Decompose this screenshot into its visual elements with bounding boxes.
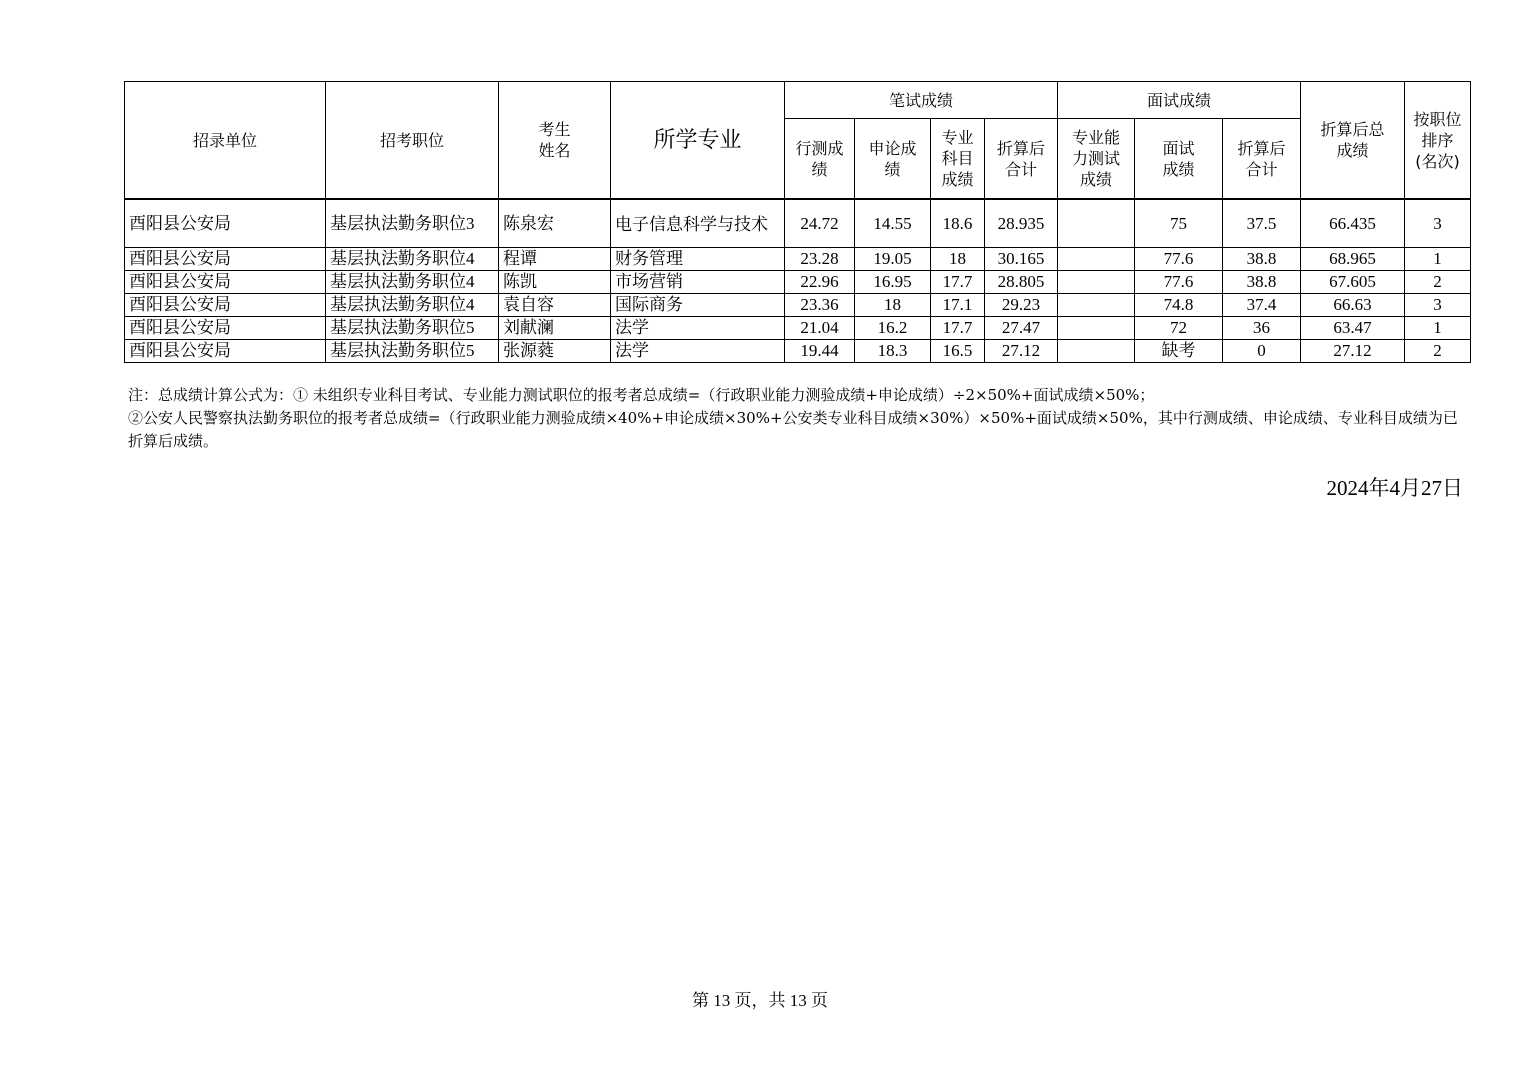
cell-written-total: 28.935 (985, 199, 1058, 248)
header-major: 所学专业 (611, 82, 785, 200)
cell-name: 刘献澜 (499, 317, 611, 340)
cell-interview-total: 37.4 (1223, 294, 1301, 317)
cell-subject: 16.5 (931, 340, 985, 363)
cell-subject: 17.1 (931, 294, 985, 317)
cell-final-total: 63.47 (1301, 317, 1405, 340)
cell-unit: 酉阳县公安局 (125, 199, 326, 248)
cell-position: 基层执法勤务职位5 (326, 317, 499, 340)
header-interview-group: 面试成绩 (1058, 82, 1301, 119)
cell-unit: 酉阳县公安局 (125, 340, 326, 363)
header-written-total: 折算后 合计 (985, 119, 1058, 200)
cell-rank: 2 (1405, 271, 1471, 294)
cell-major: 电子信息科学与技术 (611, 199, 785, 248)
cell-ability (1058, 271, 1135, 294)
cell-interview-total: 37.5 (1223, 199, 1301, 248)
cell-final-total: 66.435 (1301, 199, 1405, 248)
cell-shenlun: 14.55 (855, 199, 931, 248)
cell-shenlun: 18 (855, 294, 931, 317)
header-ability: 专业能 力测试 成绩 (1058, 119, 1135, 200)
header-name: 考生 姓名 (499, 82, 611, 200)
cell-written-total: 29.23 (985, 294, 1058, 317)
cell-subject: 17.7 (931, 271, 985, 294)
page-footer: 第 13 页，共 13 页 (692, 991, 828, 1010)
cell-rank: 1 (1405, 317, 1471, 340)
cell-written-total: 28.805 (985, 271, 1058, 294)
cell-interview: 75 (1135, 199, 1223, 248)
cell-ability (1058, 294, 1135, 317)
cell-written-total: 27.12 (985, 340, 1058, 363)
cell-unit: 酉阳县公安局 (125, 271, 326, 294)
cell-position: 基层执法勤务职位3 (326, 199, 499, 248)
cell-name: 程谭 (499, 248, 611, 271)
cell-interview-total: 0 (1223, 340, 1301, 363)
cell-ability (1058, 248, 1135, 271)
header-interview-score: 面试 成绩 (1135, 119, 1223, 200)
cell-interview-total: 38.8 (1223, 271, 1301, 294)
cell-position: 基层执法勤务职位5 (326, 340, 499, 363)
cell-final-total: 68.965 (1301, 248, 1405, 271)
cell-major: 法学 (611, 317, 785, 340)
note-line-2: ②公安人民警察执法勤务职位的报考者总成绩=（行政职业能力测验成绩×40%+申论成绩×30%+公安类专业科目成绩×30%）×50%+面试成绩×50%，其中行测成绩、申论成绩、专业科目成绩为已折算后成绩。 (128, 409, 1458, 450)
cell-subject: 18 (931, 248, 985, 271)
cell-name: 张源蕤 (499, 340, 611, 363)
cell-ability (1058, 199, 1135, 248)
table-row (125, 340, 1471, 363)
header-interview-total: 折算后 合计 (1223, 119, 1301, 200)
cell-interview: 77.6 (1135, 248, 1223, 271)
cell-shenlun: 16.2 (855, 317, 931, 340)
cell-shenlun: 18.3 (855, 340, 931, 363)
cell-interview: 77.6 (1135, 271, 1223, 294)
cell-subject: 17.7 (931, 317, 985, 340)
header-row-1 (125, 82, 1471, 119)
header-rank: 按职位 排序 (名次) (1405, 82, 1471, 200)
header-subject: 专业 科目 成绩 (931, 119, 985, 200)
note-line-1: 注：总成绩计算公式为：① 未组织专业科目考试、专业能力测试职位的报考者总成绩=（行政职业能力测验成绩+申论成绩）÷2×50%+面试成绩×50%； (128, 386, 1155, 404)
table-row (125, 248, 1471, 271)
cell-interview-total: 36 (1223, 317, 1301, 340)
table-row (125, 317, 1471, 340)
cell-interview-total: 38.8 (1223, 248, 1301, 271)
cell-unit: 酉阳县公安局 (125, 294, 326, 317)
cell-unit: 酉阳县公安局 (125, 248, 326, 271)
cell-xingce: 22.96 (785, 271, 855, 294)
header-xingce: 行测成 绩 (785, 119, 855, 200)
cell-final-total: 66.63 (1301, 294, 1405, 317)
cell-shenlun: 16.95 (855, 271, 931, 294)
cell-position: 基层执法勤务职位4 (326, 294, 499, 317)
cell-xingce: 23.36 (785, 294, 855, 317)
cell-ability (1058, 317, 1135, 340)
cell-interview: 74.8 (1135, 294, 1223, 317)
cell-xingce: 19.44 (785, 340, 855, 363)
cell-ability (1058, 340, 1135, 363)
header-shenlun: 申论成 绩 (855, 119, 931, 200)
cell-name: 袁自容 (499, 294, 611, 317)
cell-position: 基层执法勤务职位4 (326, 248, 499, 271)
cell-written-total: 30.165 (985, 248, 1058, 271)
cell-major: 市场营销 (611, 271, 785, 294)
cell-final-total: 67.605 (1301, 271, 1405, 294)
header-unit: 招录单位 (125, 82, 326, 200)
score-table (124, 81, 1471, 363)
cell-rank: 3 (1405, 199, 1471, 248)
header-written-group: 笔试成绩 (785, 82, 1058, 119)
formula-note (128, 384, 1463, 453)
cell-rank: 1 (1405, 248, 1471, 271)
cell-major: 法学 (611, 340, 785, 363)
document-date: 2024年4月27日 (1326, 476, 1463, 500)
cell-rank: 3 (1405, 294, 1471, 317)
cell-subject: 18.6 (931, 199, 985, 248)
cell-major: 国际商务 (611, 294, 785, 317)
cell-xingce: 24.72 (785, 199, 855, 248)
cell-name: 陈凯 (499, 271, 611, 294)
cell-name: 陈泉宏 (499, 199, 611, 248)
cell-rank: 2 (1405, 340, 1471, 363)
cell-final-total: 27.12 (1301, 340, 1405, 363)
table-row (125, 271, 1471, 294)
table-row (125, 199, 1471, 248)
cell-xingce: 21.04 (785, 317, 855, 340)
cell-interview: 缺考 (1135, 340, 1223, 363)
cell-xingce: 23.28 (785, 248, 855, 271)
cell-major: 财务管理 (611, 248, 785, 271)
cell-position: 基层执法勤务职位4 (326, 271, 499, 294)
cell-written-total: 27.47 (985, 317, 1058, 340)
cell-interview: 72 (1135, 317, 1223, 340)
cell-unit: 酉阳县公安局 (125, 317, 326, 340)
table-row (125, 294, 1471, 317)
cell-shenlun: 19.05 (855, 248, 931, 271)
header-position: 招考职位 (326, 82, 499, 200)
header-final-total: 折算后总 成绩 (1301, 82, 1405, 200)
